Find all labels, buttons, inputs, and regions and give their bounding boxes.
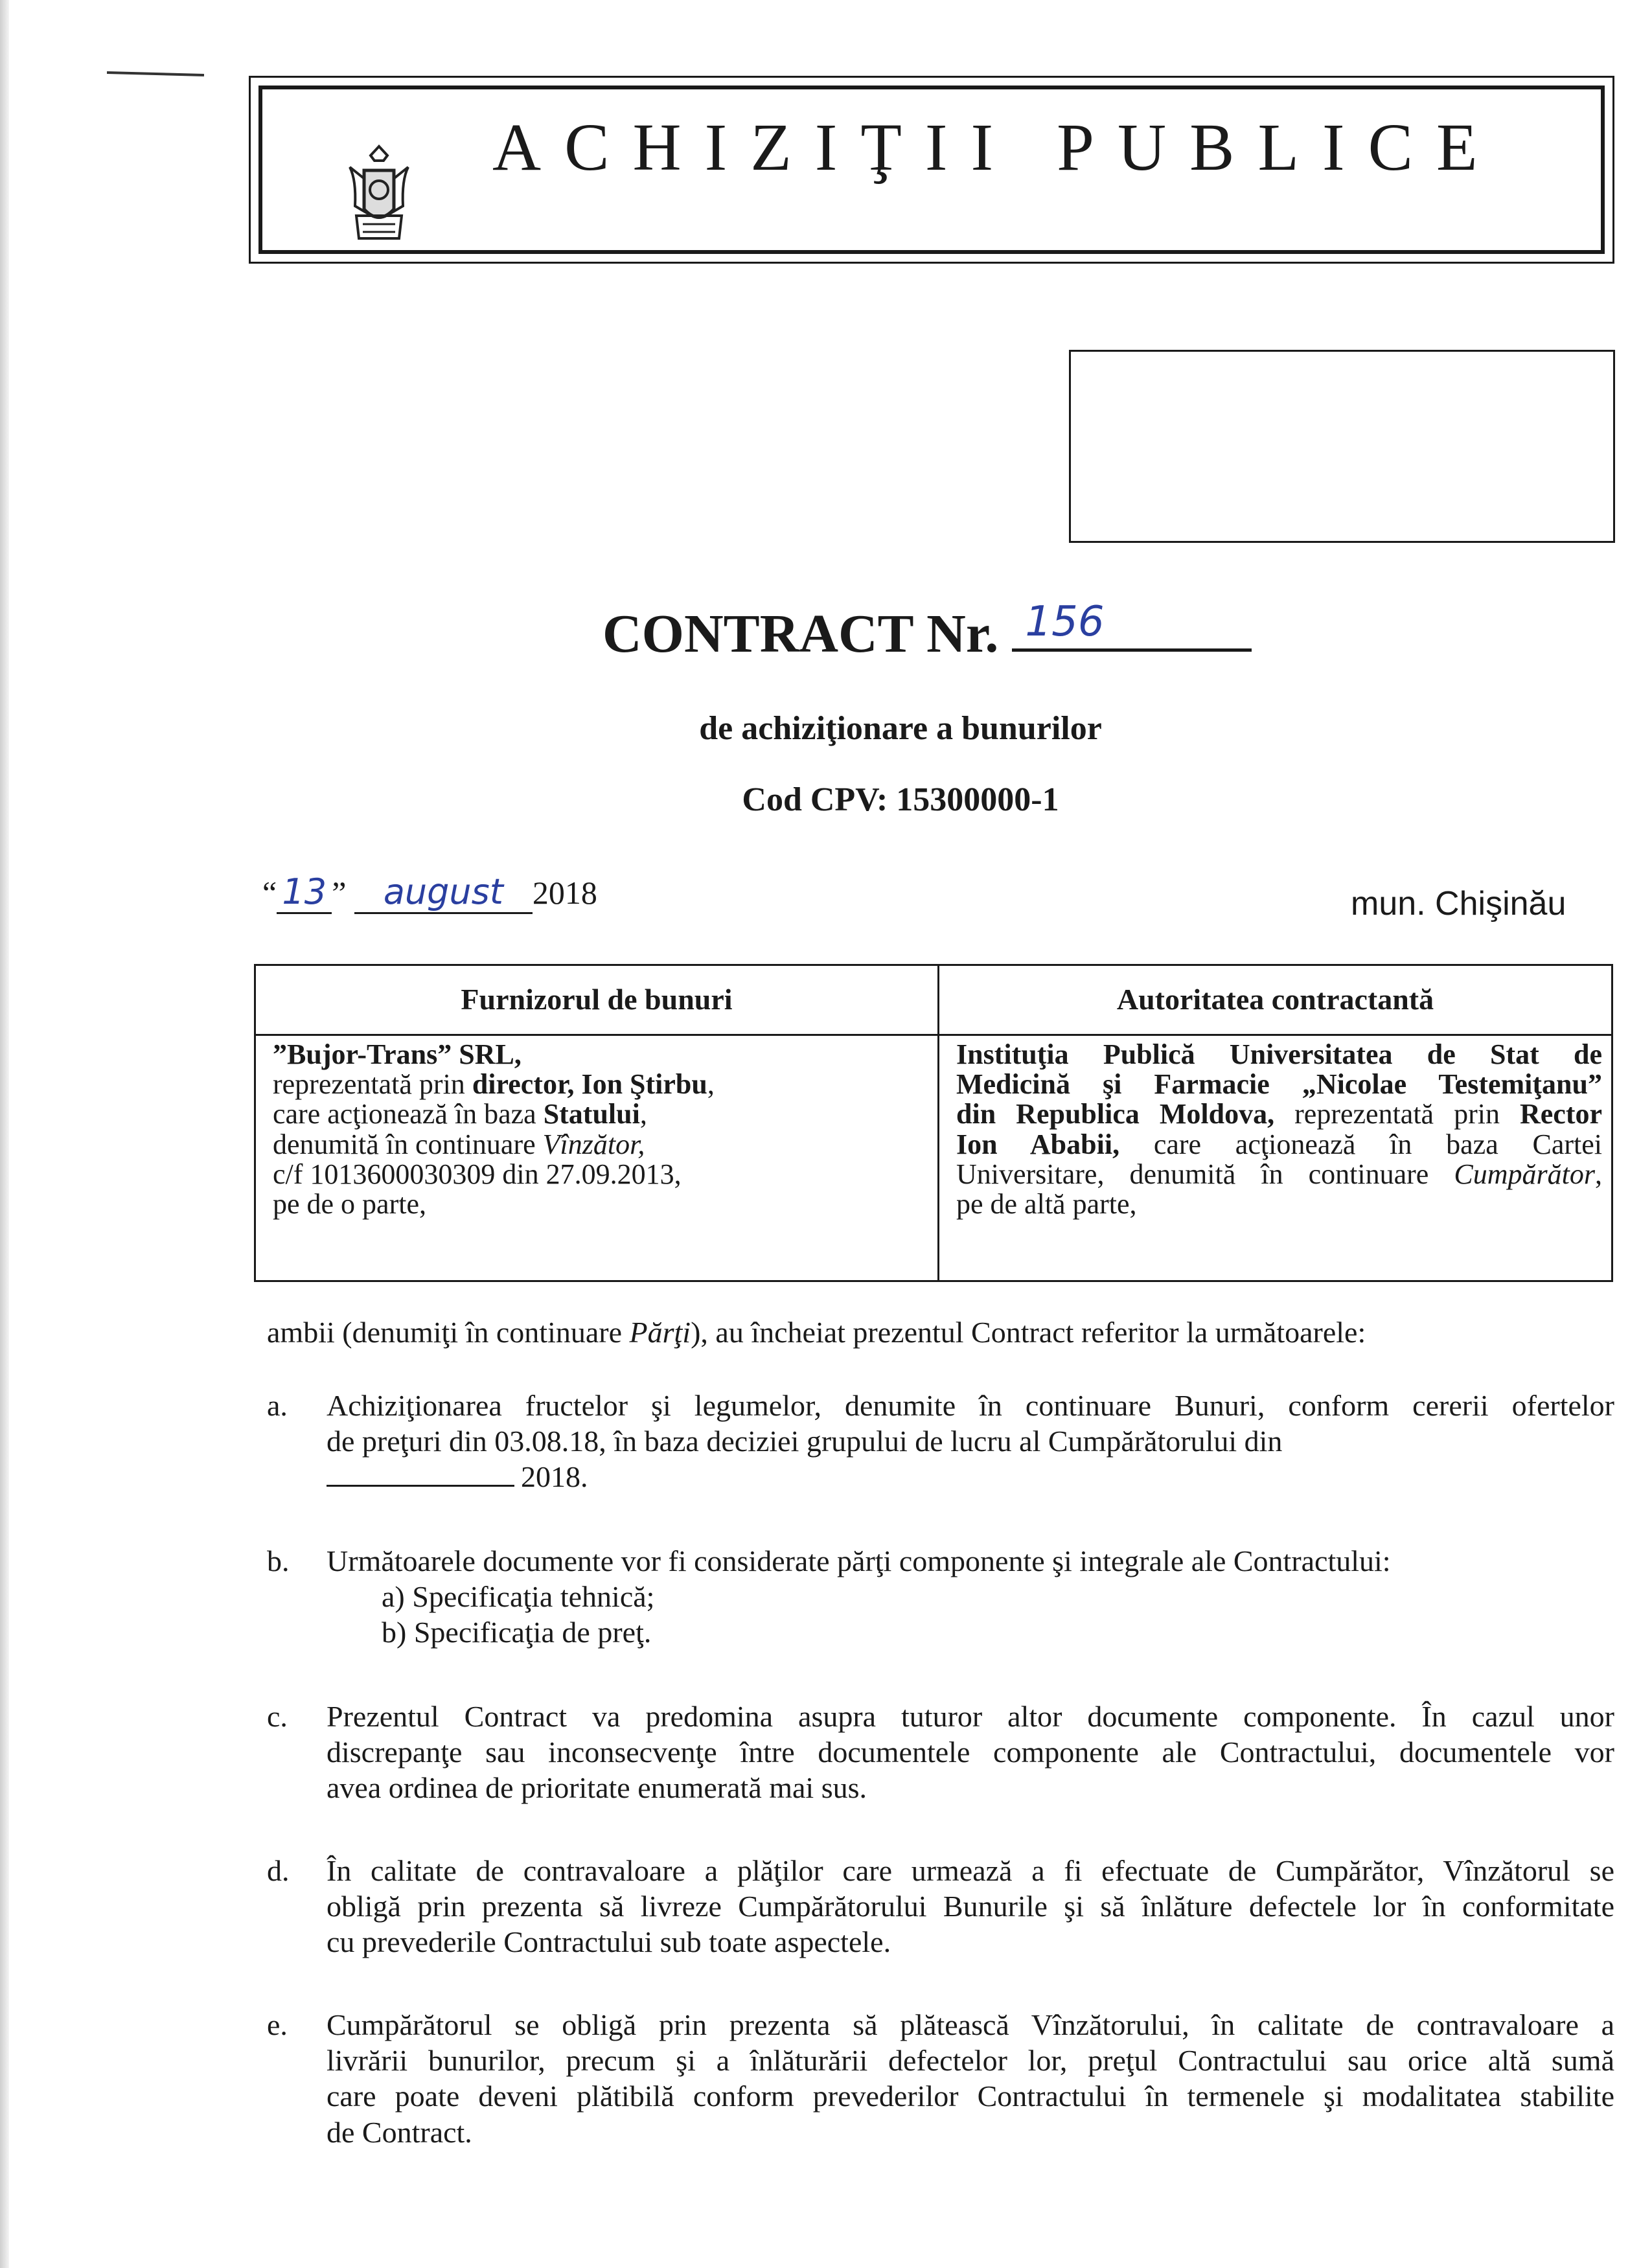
supplier-rep-prefix: reprezentată prin [273,1068,472,1101]
authority-header: Autoritatea contractantă [939,965,1612,1035]
date-month: august [383,871,503,912]
authority-role-suffix: , [1595,1158,1602,1190]
clause-letter: b. [267,1544,290,1577]
parties-content-row [255,1035,1612,1281]
decision-date-blank [327,1485,514,1487]
clause-a-line-2: de preţuri din 03.08.18, în baza deciziei grupului de lucru al Cumpărătorului din [327,1425,1283,1458]
contract-number-line [1012,598,1252,652]
supplier-side: pe de o parte, [273,1187,426,1220]
supplier-fiscal-code: c/f 1013600030309 din 27.09.2013, [273,1158,682,1190]
clause-e-line-1: Cumpărătorul se obligă prin prezenta să plătească Vînzătorului, în calitate de contravaloare a [327,2008,1614,2041]
supplier-header: Furnizorul de bunuri [255,965,939,1035]
clause-d-line-3: cu prevederile Contractului sub toate aspectele. [327,1925,891,1959]
date-month-blank [354,871,533,914]
clause-e-line-2: livrării bunurilor, precum şi a înlăturării defectelor lor, preţul Contractului sau orice altă sumă [327,2044,1614,2078]
intro-suffix: ), au încheiat prezentul Contract referitor la următoarele: [691,1316,1366,1349]
clause-a-line-1: Achiziţionarea fructelor şi legumelor, denumite în continuare Bunuri, conform cererii ofertelor [327,1389,1614,1422]
intro-text [267,1315,1366,1349]
pen-mark [107,71,204,76]
header-title: ACHIZIŢII PUBLICE [492,110,1501,185]
authority-cell [939,1035,1612,1281]
clause-b-line-1: Următoarele documente vor fi considerate părţi componente şi integrale ale Contractului: [327,1544,1391,1577]
parties-table [254,964,1613,1282]
clause-c-line-1: Prezentul Contract va predomina asupra tuturor altor documente componente. În cazul unor [327,1700,1614,1733]
contract-title [602,598,1252,665]
header-inner-frame [258,86,1605,254]
supplier-named-prefix: denumită în continuare [273,1128,543,1160]
contract-title-prefix: CONTRACT Nr. [602,604,999,664]
intro-parties: Părţi [629,1316,691,1349]
coat-of-arms-icon [337,141,421,251]
supplier-rep-suffix: , [707,1068,715,1101]
supplier-name: ”Bujor-Trans” SRL, [273,1038,522,1070]
authority-basis: care acţionează în baza Cartei [1119,1128,1602,1160]
clause-letter: e. [267,2008,288,2041]
date-mid-quote: ” [332,875,347,911]
date-day-blank [277,871,332,914]
contract-number: 156 [1025,598,1105,646]
component-technical-spec: a) Specificaţia tehnică; [382,1580,655,1614]
clause-letter: d. [267,1854,290,1887]
authority-representative: Ion Ababii, [956,1128,1120,1160]
intro-prefix: ambii (denumiţi în continuare [267,1316,630,1349]
component-price-spec: b) Specificaţia de preţ. [382,1616,652,1649]
authority-country: din Republica Moldova, [956,1098,1275,1130]
supplier-role: Vînzător, [542,1128,645,1160]
clause-c-line-3: avea ordinea de prioritate enumerată mai sus. [327,1771,867,1805]
clause-d-line-1: În calitate de contravaloare a plăţilor care urmează a fi efectuate de Cumpărător, Vînzătorul se [327,1854,1614,1887]
authority-named-prefix: Universitare, denumită în continuare [956,1158,1454,1190]
supplier-basis: Statului [543,1098,640,1130]
authority-rep-title: Rector [1519,1098,1602,1130]
header-banner [249,76,1614,264]
scan-edge [0,0,9,2268]
clause-c-line-2: discrepanţe sau inconsecvenţe între documentele componente ale Contractului, documentele vor [327,1735,1614,1769]
authority-line-1: Instituţia Publică Universitatea de Stat de [956,1038,1602,1070]
registration-stamp-box [1069,350,1615,543]
clause-d-line-2: obligă prin prezenta să livreze Cumpărătorului Bunurile şi să înlăture defectele lor în conformitate [327,1890,1614,1923]
authority-rep-prefix: reprezentată prin [1274,1098,1520,1130]
parties-header-row [255,965,1612,1035]
authority-side: pe de altă parte, [956,1187,1137,1220]
contract-subtitle: de achiziţionare a bunurilor [699,710,1102,747]
cpv-code: Cod CPV: 15300000-1 [742,781,1059,818]
date-open-quote: “ [262,875,277,911]
clause-e-line-3: care poate deveni plătibilă conform prevederilor Contractului în termenele şi modalitatea stabilite [327,2079,1614,2113]
clause-letter: c. [267,1700,288,1733]
authority-role: Cumpărător [1454,1158,1595,1190]
clause-a-year: 2018. [521,1460,588,1494]
date-year: 2018 [532,875,597,911]
contract-place: mun. Chişinău [1351,885,1566,922]
clause-e-line-4: de Contract. [327,2115,472,2149]
supplier-basis-suffix: , [639,1098,647,1130]
supplier-representative: director, Ion Ştirbu [472,1068,707,1101]
supplier-basis-prefix: care acţionează în baza [273,1098,544,1130]
date-day: 13 [282,871,327,912]
contract-date [262,871,597,914]
authority-line-2: Medicină şi Farmacie „Nicolae Testemiţanu” [956,1068,1602,1101]
clause-letter: a. [267,1389,288,1422]
supplier-cell [255,1035,939,1281]
